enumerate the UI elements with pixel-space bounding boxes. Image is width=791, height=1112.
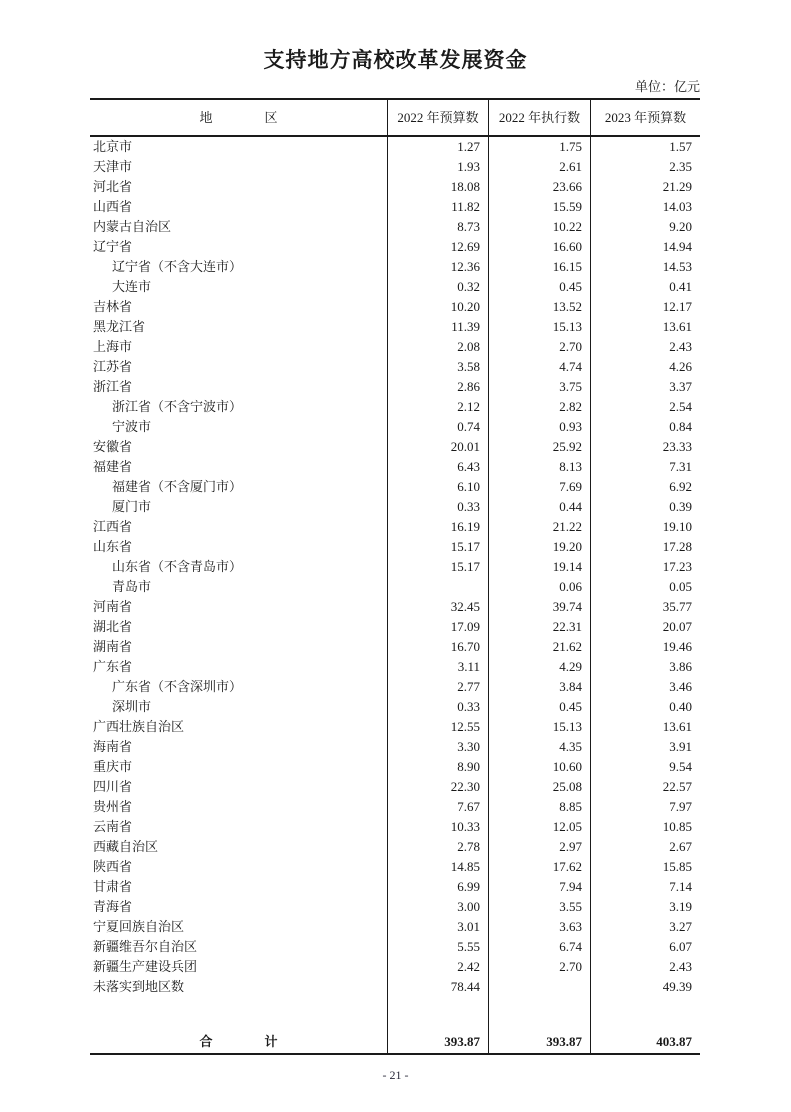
region-name: 河南省 — [93, 599, 133, 614]
value-2022-executed: 10.60 — [488, 757, 590, 777]
value-2023-budget: 23.33 — [590, 437, 700, 457]
value-2022-budget: 18.08 — [387, 177, 488, 197]
table-row — [90, 737, 700, 757]
value-2022-budget: 0.33 — [387, 497, 488, 517]
value-2023-budget: 4.26 — [590, 357, 700, 377]
column-header-2022-budget: 2022 年预算数 — [387, 100, 488, 135]
value-2022-budget: 8.73 — [387, 217, 488, 237]
table-row — [90, 757, 700, 777]
value-2022-budget: 3.01 — [387, 917, 488, 937]
region-name: 福建省（不含厦门市） — [112, 479, 243, 494]
value-2023-budget: 3.91 — [590, 737, 700, 757]
value-2022-budget: 6.99 — [387, 877, 488, 897]
table-row — [90, 157, 700, 177]
value-2023-budget: 2.67 — [590, 837, 700, 857]
value-2023-budget: 0.39 — [590, 497, 700, 517]
region-name: 西藏自治区 — [93, 839, 159, 854]
value-2023-budget: 1.57 — [590, 137, 700, 157]
value-2023-budget: 17.28 — [590, 537, 700, 557]
value-2023-budget: 3.86 — [590, 657, 700, 677]
table-row — [90, 877, 700, 897]
table-row — [90, 677, 700, 697]
page-number: - 21 - — [382, 1068, 409, 1082]
table-row — [90, 637, 700, 657]
region-name: 山东省（不含青岛市） — [112, 559, 243, 574]
value-2022-executed: 3.75 — [488, 377, 590, 397]
value-2022-budget: 22.30 — [387, 777, 488, 797]
total-2022-budget-value: 393.87 — [387, 1031, 488, 1053]
region-name: 宁波市 — [112, 419, 152, 434]
value-2022-budget: 15.17 — [387, 537, 488, 557]
table-row — [90, 177, 700, 197]
table-row — [90, 937, 700, 957]
table-row — [90, 457, 700, 477]
value-2022-executed: 0.45 — [488, 697, 590, 717]
region-name: 重庆市 — [93, 759, 133, 774]
table-row — [90, 577, 700, 597]
table-row — [90, 477, 700, 497]
budget-table — [90, 98, 700, 1055]
region-name: 湖南省 — [93, 639, 133, 654]
region-name: 贵州省 — [93, 799, 133, 814]
value-2022-budget: 0.32 — [387, 277, 488, 297]
table-row — [90, 237, 700, 257]
region-name: 山东省 — [93, 539, 133, 554]
table-row — [90, 797, 700, 817]
value-2022-executed: 7.94 — [488, 877, 590, 897]
value-2022-executed: 0.44 — [488, 497, 590, 517]
value-2022-executed: 21.62 — [488, 637, 590, 657]
region-name: 广东省（不含深圳市） — [112, 679, 243, 694]
value-2022-executed: 16.15 — [488, 257, 590, 277]
value-2023-budget: 2.35 — [590, 157, 700, 177]
value-2022-executed: 8.13 — [488, 457, 590, 477]
region-name: 厦门市 — [112, 499, 152, 514]
value-2023-budget: 0.41 — [590, 277, 700, 297]
region-name: 海南省 — [93, 739, 133, 754]
value-2023-budget: 10.85 — [590, 817, 700, 837]
value-2023-budget: 2.43 — [590, 337, 700, 357]
spacer-cell — [488, 997, 590, 1031]
region-name: 江苏省 — [93, 359, 133, 374]
region-name: 陕西省 — [93, 859, 133, 874]
value-2023-budget: 35.77 — [590, 597, 700, 617]
value-2022-budget: 5.55 — [387, 937, 488, 957]
value-2022-budget: 12.55 — [387, 717, 488, 737]
value-2022-executed: 39.74 — [488, 597, 590, 617]
region-name: 上海市 — [93, 339, 133, 354]
value-2022-executed: 3.55 — [488, 897, 590, 917]
value-2022-executed: 22.31 — [488, 617, 590, 637]
table-row — [90, 417, 700, 437]
region-name: 河北省 — [93, 179, 133, 194]
value-2023-budget: 13.61 — [590, 317, 700, 337]
region-name: 深圳市 — [112, 699, 152, 714]
region-name: 甘肃省 — [93, 879, 133, 894]
value-2023-budget: 0.05 — [590, 577, 700, 597]
region-name: 广东省 — [93, 659, 133, 674]
value-2022-executed: 3.63 — [488, 917, 590, 937]
value-2022-executed: 2.70 — [488, 957, 590, 977]
value-2022-budget: 20.01 — [387, 437, 488, 457]
value-2022-budget: 17.09 — [387, 617, 488, 637]
value-2023-budget: 3.27 — [590, 917, 700, 937]
region-name: 四川省 — [93, 779, 133, 794]
value-2022-executed: 17.62 — [488, 857, 590, 877]
value-2022-executed: 0.06 — [488, 577, 590, 597]
value-2022-budget: 32.45 — [387, 597, 488, 617]
value-2023-budget: 17.23 — [590, 557, 700, 577]
region-name: 山西省 — [93, 199, 133, 214]
table-row — [90, 697, 700, 717]
value-2023-budget: 3.46 — [590, 677, 700, 697]
value-2022-budget: 2.12 — [387, 397, 488, 417]
region-name: 浙江省（不含宁波市） — [112, 399, 243, 414]
value-2022-executed: 2.97 — [488, 837, 590, 857]
table-row — [90, 137, 700, 157]
spacer-cell — [590, 997, 700, 1031]
value-2022-executed: 19.14 — [488, 557, 590, 577]
value-2022-budget: 1.27 — [387, 137, 488, 157]
region-name: 江西省 — [93, 519, 133, 534]
table-row — [90, 717, 700, 737]
value-2023-budget: 19.46 — [590, 637, 700, 657]
value-2022-budget: 12.36 — [387, 257, 488, 277]
value-2022-executed: 8.85 — [488, 797, 590, 817]
table-row — [90, 397, 700, 417]
table-row — [90, 337, 700, 357]
value-2022-budget: 3.00 — [387, 897, 488, 917]
value-2022-executed: 10.22 — [488, 217, 590, 237]
table-spacer-row — [90, 997, 700, 1031]
value-2023-budget: 9.20 — [590, 217, 700, 237]
table-row — [90, 277, 700, 297]
value-2022-executed: 19.20 — [488, 537, 590, 557]
table-row — [90, 497, 700, 517]
region-name: 浙江省 — [93, 379, 133, 394]
table-row — [90, 957, 700, 977]
value-2022-executed: 25.92 — [488, 437, 590, 457]
value-2022-executed: 7.69 — [488, 477, 590, 497]
value-2022-budget: 2.08 — [387, 337, 488, 357]
value-2023-budget: 7.97 — [590, 797, 700, 817]
table-row — [90, 217, 700, 237]
value-2022-budget: 16.70 — [387, 637, 488, 657]
value-2023-budget: 9.54 — [590, 757, 700, 777]
value-2022-executed: 12.05 — [488, 817, 590, 837]
value-2022-executed: 6.74 — [488, 937, 590, 957]
value-2023-budget: 7.14 — [590, 877, 700, 897]
value-2022-executed: 15.13 — [488, 317, 590, 337]
table-row — [90, 197, 700, 217]
value-2022-executed: 23.66 — [488, 177, 590, 197]
column-header-region: 地 区 — [199, 110, 278, 125]
value-2022-budget: 3.30 — [387, 737, 488, 757]
value-2022-budget: 7.67 — [387, 797, 488, 817]
value-2022-budget: 10.20 — [387, 297, 488, 317]
value-2022-budget: 16.19 — [387, 517, 488, 537]
total-2022-executed-value: 393.87 — [488, 1031, 590, 1053]
region-name: 云南省 — [93, 819, 133, 834]
value-2023-budget: 13.61 — [590, 717, 700, 737]
region-name: 北京市 — [93, 139, 133, 154]
value-2022-executed: 4.35 — [488, 737, 590, 757]
value-2022-budget: 11.82 — [387, 197, 488, 217]
value-2022-budget: 2.77 — [387, 677, 488, 697]
region-name: 未落实到地区数 — [93, 979, 185, 994]
value-2023-budget: 3.37 — [590, 377, 700, 397]
value-2022-executed: 13.52 — [488, 297, 590, 317]
value-2022-executed: 1.75 — [488, 137, 590, 157]
value-2022-budget: 10.33 — [387, 817, 488, 837]
value-2022-budget: 8.90 — [387, 757, 488, 777]
region-name: 安徽省 — [93, 439, 133, 454]
value-2023-budget: 7.31 — [590, 457, 700, 477]
value-2023-budget: 6.07 — [590, 937, 700, 957]
column-header-2023-budget: 2023 年预算数 — [590, 100, 700, 135]
value-2022-budget: 0.33 — [387, 697, 488, 717]
region-name: 新疆生产建设兵团 — [93, 959, 198, 974]
region-name: 天津市 — [93, 159, 133, 174]
table-row — [90, 897, 700, 917]
value-2022-budget: 2.86 — [387, 377, 488, 397]
value-2022-executed — [488, 977, 590, 997]
table-row — [90, 297, 700, 317]
value-2022-budget: 2.78 — [387, 837, 488, 857]
table-row — [90, 917, 700, 937]
table-row — [90, 597, 700, 617]
region-name: 吉林省 — [93, 299, 133, 314]
value-2022-budget: 1.93 — [387, 157, 488, 177]
value-2023-budget: 14.53 — [590, 257, 700, 277]
value-2022-executed: 2.70 — [488, 337, 590, 357]
value-2023-budget: 12.17 — [590, 297, 700, 317]
value-2022-executed: 25.08 — [488, 777, 590, 797]
value-2022-executed: 2.61 — [488, 157, 590, 177]
value-2022-executed: 4.29 — [488, 657, 590, 677]
value-2023-budget: 14.03 — [590, 197, 700, 217]
region-name: 青岛市 — [112, 579, 152, 594]
table-row — [90, 537, 700, 557]
table-row — [90, 617, 700, 637]
value-2023-budget: 19.10 — [590, 517, 700, 537]
value-2023-budget: 22.57 — [590, 777, 700, 797]
region-name: 青海省 — [93, 899, 133, 914]
region-name: 福建省 — [93, 459, 133, 474]
region-name: 黑龙江省 — [93, 319, 146, 334]
value-2023-budget: 21.29 — [590, 177, 700, 197]
value-2022-budget: 14.85 — [387, 857, 488, 877]
value-2023-budget: 2.54 — [590, 397, 700, 417]
value-2022-budget: 12.69 — [387, 237, 488, 257]
region-name: 新疆维吾尔自治区 — [93, 939, 198, 954]
value-2022-budget: 3.11 — [387, 657, 488, 677]
spacer-region-cell — [90, 997, 387, 1031]
value-2022-budget: 11.39 — [387, 317, 488, 337]
region-name: 广西壮族自治区 — [93, 719, 185, 734]
value-2023-budget: 0.40 — [590, 697, 700, 717]
region-name: 大连市 — [112, 279, 152, 294]
region-name: 湖北省 — [93, 619, 133, 634]
value-2022-executed: 2.82 — [488, 397, 590, 417]
value-2022-budget — [387, 577, 488, 597]
region-name: 辽宁省 — [93, 239, 133, 254]
table-row — [90, 557, 700, 577]
column-header-2022-executed: 2022 年执行数 — [488, 100, 590, 135]
table-row — [90, 317, 700, 337]
table-row — [90, 837, 700, 857]
value-2022-budget: 78.44 — [387, 977, 488, 997]
table-total-row — [90, 1031, 700, 1053]
value-2022-executed: 0.93 — [488, 417, 590, 437]
total-label: 合 计 — [199, 1034, 278, 1049]
value-2022-budget: 0.74 — [387, 417, 488, 437]
value-2023-budget: 0.84 — [590, 417, 700, 437]
value-2023-budget: 49.39 — [590, 977, 700, 997]
table-row — [90, 817, 700, 837]
table-header-row — [90, 100, 700, 137]
table-row — [90, 377, 700, 397]
table-row — [90, 437, 700, 457]
table-row — [90, 857, 700, 877]
value-2022-budget: 15.17 — [387, 557, 488, 577]
table-row — [90, 517, 700, 537]
region-name: 辽宁省（不含大连市） — [112, 259, 243, 274]
value-2022-executed: 21.22 — [488, 517, 590, 537]
table-row — [90, 657, 700, 677]
value-2022-executed: 15.59 — [488, 197, 590, 217]
value-2023-budget: 15.85 — [590, 857, 700, 877]
value-2023-budget: 6.92 — [590, 477, 700, 497]
table-body — [90, 137, 700, 997]
table-row — [90, 257, 700, 277]
value-2023-budget: 2.43 — [590, 957, 700, 977]
value-2022-executed: 0.45 — [488, 277, 590, 297]
value-2022-executed: 3.84 — [488, 677, 590, 697]
region-name: 宁夏回族自治区 — [93, 919, 185, 934]
table-row — [90, 357, 700, 377]
value-2022-executed: 15.13 — [488, 717, 590, 737]
value-2022-budget: 6.10 — [387, 477, 488, 497]
spacer-cell — [387, 997, 488, 1031]
table-row — [90, 777, 700, 797]
page-title: 支持地方高校改革发展资金 — [263, 48, 528, 72]
value-2023-budget: 20.07 — [590, 617, 700, 637]
region-name: 内蒙古自治区 — [93, 219, 172, 234]
table-row — [90, 977, 700, 997]
unit-label: 单位：亿元 — [634, 79, 700, 94]
value-2022-executed: 4.74 — [488, 357, 590, 377]
value-2022-budget: 6.43 — [387, 457, 488, 477]
value-2023-budget: 3.19 — [590, 897, 700, 917]
value-2022-budget: 3.58 — [387, 357, 488, 377]
value-2023-budget: 14.94 — [590, 237, 700, 257]
value-2022-executed: 16.60 — [488, 237, 590, 257]
total-2023-budget-value: 403.87 — [590, 1031, 700, 1053]
value-2022-budget: 2.42 — [387, 957, 488, 977]
